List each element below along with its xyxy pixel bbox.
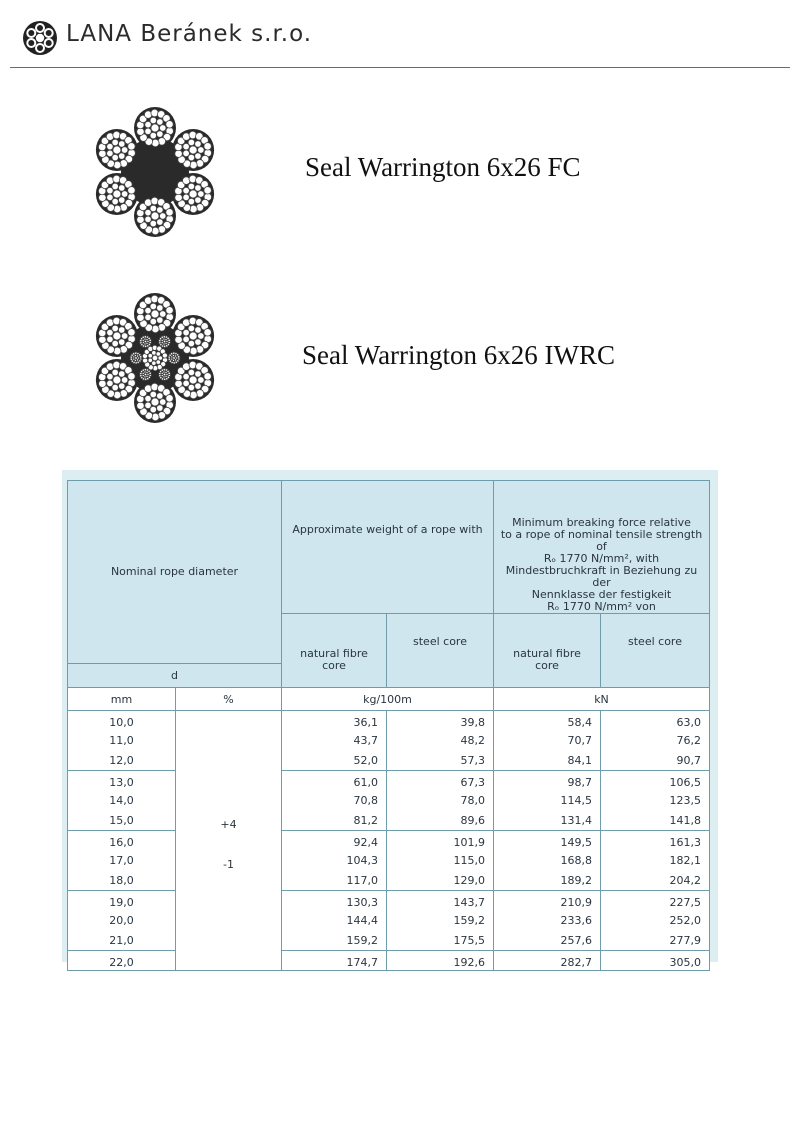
cell-diameter: 10,0 (68, 711, 176, 731)
strand-wire (112, 183, 119, 190)
cell-weight-fibre: 81,2 (282, 811, 387, 831)
cell-weight-fibre: 61,0 (282, 771, 387, 791)
strand-wire (118, 153, 125, 160)
unit-mm: mm (68, 688, 176, 711)
strand-wire (160, 213, 167, 220)
cell-weight-fibre: 104,3 (282, 851, 387, 871)
cell-diameter: 12,0 (68, 751, 176, 771)
table-row (68, 851, 710, 871)
cell-weight-fibre: 130,3 (282, 891, 387, 911)
cell-diameter: 11,0 (68, 731, 176, 751)
cell-weight-steel: 101,9 (387, 831, 494, 851)
cell-force-fibre: 282,7 (494, 951, 601, 971)
unit-kg-per-100m: kg/100m (282, 688, 494, 711)
strand-wire (195, 327, 202, 334)
rope-cross-section-steel-core-icon (88, 288, 223, 428)
strand-wire (151, 124, 159, 132)
cell-force-steel: 204,2 (601, 871, 710, 891)
cell-force-fibre: 210,9 (494, 891, 601, 911)
header-weight-steel-core: steel core (387, 614, 494, 688)
strand-wire (166, 395, 174, 403)
header-min-breaking-force: Minimum breaking force relative to a rope of nominal tensile strength of Rₒ 1770 N/mm², with Mindestbruchkraft in Beziehung zu der Nennklasse der festigkeit Rₒ 1770 N/mm² von (494, 481, 710, 614)
strand-wire (128, 329, 135, 337)
strand-wire (113, 146, 121, 154)
strand-wire (150, 391, 157, 398)
product-title-iwrc: Seal Warrington 6x26 IWRC (302, 340, 616, 370)
cell-weight-fibre: 36,1 (282, 711, 387, 731)
table-row (68, 711, 710, 731)
table-row (68, 751, 710, 771)
cell-diameter: 17,0 (68, 851, 176, 871)
cell-force-steel: 106,5 (601, 771, 710, 791)
strand-wire (150, 303, 157, 310)
cell-diameter: 22,0 (68, 951, 176, 971)
table-row (68, 911, 710, 931)
strand-wire (157, 393, 164, 400)
strand-wire (149, 339, 151, 341)
strand-wire (150, 205, 157, 212)
strand-wire (183, 336, 190, 343)
unit-kn: kN (494, 688, 710, 711)
strand-wire (128, 143, 135, 151)
strand-wire (177, 356, 179, 358)
strand-wire (183, 380, 190, 387)
cell-weight-steel: 192,6 (387, 951, 494, 971)
cell-diameter: 19,0 (68, 891, 176, 911)
header-force-natural-fibre: natural fibre core (494, 614, 601, 688)
table-row (68, 931, 710, 951)
cell-force-steel: 90,7 (601, 751, 710, 771)
strand-wire (166, 121, 174, 129)
strand-wire (139, 356, 141, 358)
header-approx-weight: Approximate weight of a rope with (282, 481, 494, 614)
strand-wire (189, 190, 197, 198)
strand-wire (107, 150, 114, 157)
cell-weight-steel: 57,3 (387, 751, 494, 771)
units-row (68, 688, 710, 711)
strand-wire (118, 383, 125, 390)
strand-wire (198, 333, 205, 340)
unit-percent: % (176, 688, 282, 711)
cell-force-fibre: 257,6 (494, 931, 601, 951)
strand-wire (112, 325, 119, 332)
strand-wire (152, 351, 156, 355)
company-name: LANA Beránek s.r.o. (66, 21, 313, 47)
cell-weight-steel: 67,3 (387, 771, 494, 791)
cell-weight-fibre: 43,7 (282, 731, 387, 751)
strand-wire (118, 339, 125, 346)
header-diameter-symbol: d (68, 664, 282, 688)
strand-wire (156, 360, 160, 364)
strand-wire (188, 183, 195, 190)
cell-force-steel: 182,1 (601, 851, 710, 871)
cell-force-fibre: 233,6 (494, 911, 601, 931)
strand-wire (204, 143, 212, 151)
strand-wire (183, 194, 190, 201)
strand-wire (157, 131, 164, 138)
strand-wire (168, 339, 170, 341)
cell-weight-fibre: 144,4 (282, 911, 387, 931)
strand-wire (204, 329, 212, 337)
strand-wire (118, 197, 125, 204)
strand-wire (149, 372, 151, 374)
strand-wire (121, 191, 128, 198)
strand-wire (157, 119, 164, 126)
strand-wire (145, 216, 152, 223)
table-row (68, 791, 710, 811)
table-row (68, 871, 710, 891)
cell-force-steel: 161,3 (601, 831, 710, 851)
strand-wire (118, 327, 125, 334)
strand-wire (113, 376, 121, 384)
strand-wire (107, 380, 114, 387)
cell-force-steel: 63,0 (601, 711, 710, 731)
header-nominal-diameter: Nominal rope diameter (68, 481, 282, 664)
cell-weight-fibre: 92,4 (282, 831, 387, 851)
cell-diameter: 13,0 (68, 771, 176, 791)
cell-diameter: 16,0 (68, 831, 176, 851)
strand-wire (128, 187, 135, 195)
strand-wire (152, 355, 157, 360)
strand-wire (195, 185, 202, 192)
cell-force-fibre: 114,5 (494, 791, 601, 811)
strand-wire (145, 314, 152, 321)
table-row (68, 831, 710, 851)
strand-wire (198, 147, 205, 154)
cell-force-fibre: 168,8 (494, 851, 601, 871)
cell-force-fibre: 70,7 (494, 731, 601, 751)
strand-wire (157, 405, 164, 412)
cell-tolerance (176, 711, 282, 971)
cell-weight-steel: 175,5 (387, 931, 494, 951)
strand-wire (145, 402, 152, 409)
cell-force-steel: 277,9 (601, 931, 710, 951)
strand-wire (160, 399, 167, 406)
strand-wire (151, 212, 159, 220)
strand-wire (189, 332, 197, 340)
cell-weight-steel: 89,6 (387, 811, 494, 831)
tolerance-minus: -1 (223, 858, 234, 871)
strand-wire (151, 398, 159, 406)
table-row (68, 771, 710, 791)
strand-wire (160, 125, 167, 132)
strand-wire (145, 128, 152, 135)
strand-wire (188, 369, 195, 376)
strand-wire (121, 377, 128, 384)
strand-wire (156, 352, 160, 356)
page-header (0, 0, 800, 70)
strand-wire (118, 141, 125, 148)
header-force-steel-core: steel core (601, 614, 710, 688)
strand-wire (128, 373, 135, 381)
cell-force-fibre: 98,7 (494, 771, 601, 791)
strand-wire (157, 207, 164, 214)
strand-wire (198, 377, 205, 384)
strand-wire (107, 194, 114, 201)
spec-table (67, 480, 710, 971)
strand-wire (195, 141, 202, 148)
rope-strand-logo-icon (22, 20, 58, 56)
strand-wire (195, 383, 202, 390)
cell-diameter: 21,0 (68, 931, 176, 951)
cell-force-steel: 227,5 (601, 891, 710, 911)
cell-force-fibre: 58,4 (494, 711, 601, 731)
cell-weight-fibre: 52,0 (282, 751, 387, 771)
table-row (68, 951, 710, 971)
strand-wire (162, 353, 167, 358)
tolerance-plus: +4 (220, 818, 237, 831)
cell-force-fibre: 84,1 (494, 751, 601, 771)
cell-weight-steel: 143,7 (387, 891, 494, 911)
cell-weight-fibre: 70,8 (282, 791, 387, 811)
strand-wire (121, 333, 128, 340)
cell-force-steel: 305,0 (601, 951, 710, 971)
strand-wire (118, 371, 125, 378)
strand-wire (183, 150, 190, 157)
strand-wire (195, 153, 202, 160)
strand-wire (189, 146, 197, 154)
strand-wire (198, 191, 205, 198)
cell-force-fibre: 189,2 (494, 871, 601, 891)
strand-wire (189, 376, 197, 384)
strand-wire (195, 197, 202, 204)
spec-table-body (68, 711, 710, 971)
cell-weight-steel: 78,0 (387, 791, 494, 811)
cell-force-steel: 76,2 (601, 731, 710, 751)
cell-weight-steel: 39,8 (387, 711, 494, 731)
strand-wire (148, 358, 152, 362)
strand-wire (150, 117, 157, 124)
strand-wire (195, 339, 202, 346)
strand-wire (121, 147, 128, 154)
strand-wire (204, 187, 212, 195)
cell-force-fibre: 149,5 (494, 831, 601, 851)
cell-force-fibre: 131,4 (494, 811, 601, 831)
strand-wire (107, 336, 114, 343)
header-divider (10, 67, 790, 68)
cell-force-steel: 141,8 (601, 811, 710, 831)
cell-diameter: 18,0 (68, 871, 176, 891)
spec-table-panel (62, 470, 718, 969)
table-row (68, 811, 710, 831)
cell-force-steel: 123,5 (601, 791, 710, 811)
strand-wire (113, 332, 121, 340)
cell-diameter: 14,0 (68, 791, 176, 811)
strand-wire (160, 311, 167, 318)
strand-wire (166, 209, 174, 217)
strand-wire (112, 369, 119, 376)
cell-weight-steel: 159,2 (387, 911, 494, 931)
cell-weight-fibre: 159,2 (282, 931, 387, 951)
strand-wire (157, 219, 164, 226)
strand-wire (118, 185, 125, 192)
cell-diameter: 15,0 (68, 811, 176, 831)
strand-wire (151, 310, 159, 318)
cell-weight-fibre: 117,0 (282, 871, 387, 891)
strand-wire (188, 325, 195, 332)
rope-cross-section-fibre-core-icon (88, 100, 223, 245)
strand-wire (113, 190, 121, 198)
product-title-fc: Seal Warrington 6x26 FC (305, 152, 581, 182)
table-row (68, 891, 710, 911)
strand-wire (168, 372, 170, 374)
strand-wire (204, 373, 212, 381)
cell-weight-steel: 48,2 (387, 731, 494, 751)
strand-wire (157, 317, 164, 324)
cell-weight-steel: 129,0 (387, 871, 494, 891)
cell-weight-fibre: 174,7 (282, 951, 387, 971)
strand-wire (157, 305, 164, 312)
cell-force-steel: 252,0 (601, 911, 710, 931)
strand-wire (195, 371, 202, 378)
strand-wire (166, 307, 174, 315)
cell-weight-steel: 115,0 (387, 851, 494, 871)
header-weight-natural-fibre: natural fibre core (282, 614, 387, 688)
strand-wire (188, 139, 195, 146)
table-row (68, 731, 710, 751)
strand-wire (112, 139, 119, 146)
cell-diameter: 20,0 (68, 911, 176, 931)
